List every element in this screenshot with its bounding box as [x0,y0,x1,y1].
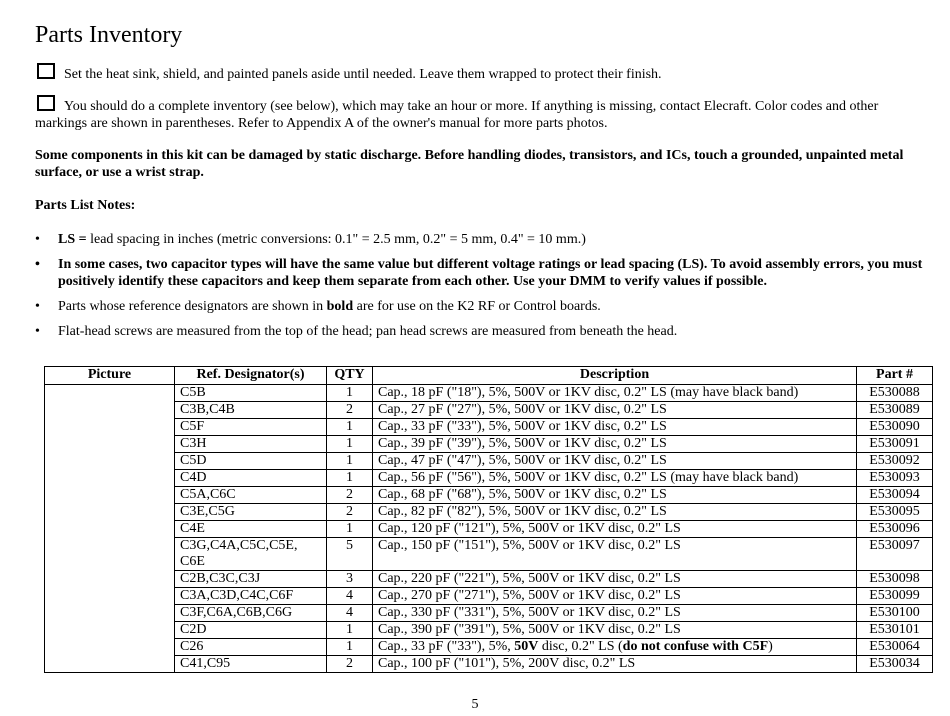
page-title: Parts Inventory [35,22,183,48]
description-text: ) [768,639,773,654]
notes-list [35,231,930,348]
ref-cell: C41,C95 [175,656,327,673]
table-row [45,521,933,538]
description-cell: Cap., 150 pF ("151"), 5%, 500V or 1KV disc, 0.2" LS [373,538,857,571]
part-number-cell: E530095 [857,504,933,521]
qty-cell: 1 [327,419,373,436]
table-row [45,470,933,487]
note-ls-term: LS = [58,232,87,247]
description-cell: Cap., 270 pF ("271"), 5%, 500V or 1KV disc, 0.2" LS [373,588,857,605]
picture-cell [45,385,175,673]
description-cell: Cap., 220 pF ("221"), 5%, 500V or 1KV disc, 0.2" LS [373,571,857,588]
qty-cell: 2 [327,402,373,419]
ref-cell: C3E,C5G [175,504,327,521]
ref-cell: C4D [175,470,327,487]
table-row [45,538,933,571]
table-row [45,402,933,419]
ref-cell: C3H [175,436,327,453]
ref-cell: C3A,C3D,C4C,C6F [175,588,327,605]
header-ref: Ref. Designator(s) [175,367,327,385]
table-row [45,656,933,673]
table-header-row [45,367,933,385]
table-row [45,605,933,622]
step-inventory-text: You should do a complete inventory (see below), which may take an hour or more. If anything is missing, contact Elecraft. Color codes and other markings are shown in parentheses. Refer to Appendix A of the owner's manual for more parts photos. [35,99,879,131]
part-number-cell: E530100 [857,605,933,622]
part-number-cell: E530090 [857,419,933,436]
description-cell: Cap., 100 pF ("101"), 5%, 200V disc, 0.2" LS [373,656,857,673]
checkbox-icon[interactable] [37,95,55,111]
description-cell: Cap., 390 pF ("391"), 5%, 500V or 1KV disc, 0.2" LS [373,622,857,639]
qty-cell: 4 [327,588,373,605]
part-number-cell: E530101 [857,622,933,639]
ref-cell: C3F,C6A,C6B,C6G [175,605,327,622]
table-row [45,453,933,470]
description-text: disc, 0.2" LS ( [538,639,623,654]
ref-cell: C3B,C4B [175,402,327,419]
ref-cell: C4E [175,521,327,538]
description-cell: Cap., 330 pF ("331"), 5%, 500V or 1KV disc, 0.2" LS [373,605,857,622]
description-cell: Cap., 82 pF ("82"), 5%, 500V or 1KV disc, 0.2" LS [373,504,857,521]
part-number-cell: E530098 [857,571,933,588]
table-row [45,436,933,453]
qty-cell: 1 [327,436,373,453]
table-row [45,419,933,436]
note-lead-spacing [35,231,930,248]
ref-cell: C2D [175,622,327,639]
note-bold-designators [35,298,930,315]
checkbox-icon[interactable] [37,63,55,79]
header-description: Description [373,367,857,385]
qty-cell: 1 [327,639,373,656]
header-part-number: Part # [857,367,933,385]
table-row [45,639,933,656]
description-cell: Cap., 68 pF ("68"), 5%, 500V or 1KV disc, 0.2" LS [373,487,857,504]
ref-cell: C2B,C3C,C3J [175,571,327,588]
table-row [45,504,933,521]
qty-cell: 1 [327,385,373,402]
part-number-cell: E530099 [857,588,933,605]
description-cell: Cap., 39 pF ("39"), 5%, 500V or 1KV disc, 0.2" LS [373,436,857,453]
qty-cell: 1 [327,622,373,639]
voltage-emphasis: 50V [514,639,539,654]
qty-cell: 1 [327,470,373,487]
part-number-cell: E530089 [857,402,933,419]
notes-heading: Parts List Notes: [35,198,136,213]
part-number-cell: E530092 [857,453,933,470]
description-cell: Cap., 27 pF ("27"), 5%, 500V or 1KV disc, 0.2" LS [373,402,857,419]
note-capacitor-warning: • In some cases, two capacitor types will have the same value but different voltage ratings or lead spacing (LS). To avoid assembly errors, you must positively identify these capacitors and keep them separate from each other. Use your DMM to verify values if possible. [35,256,930,290]
description-cell: Cap., 47 pF ("47"), 5%, 500V or 1KV disc, 0.2" LS [373,453,857,470]
qty-cell: 2 [327,656,373,673]
ref-cell: C5D [175,453,327,470]
qty-cell: 3 [327,571,373,588]
qty-cell: 5 [327,538,373,571]
part-number-cell: E530096 [857,521,933,538]
description-cell: Cap., 56 pF ("56"), 5%, 500V or 1KV disc, 0.2" LS (may have black band) [373,470,857,487]
qty-cell: 1 [327,521,373,538]
part-number-cell: E530088 [857,385,933,402]
note-screws: • Flat-head screws are measured from the top of the head; pan head screws are measured from beneath the head. [35,323,930,340]
note-ls-text: lead spacing in inches (metric conversions: 0.1" = 2.5 mm, 0.2" = 5 mm, 0.4" = 10 mm.) [86,232,586,247]
part-number-cell: E530064 [857,639,933,656]
table-row [45,588,933,605]
confusion-warning: do not confuse with C5F [622,639,769,654]
ref-cell: C26 [175,639,327,656]
qty-cell: 1 [327,453,373,470]
header-picture: Picture [45,367,175,385]
ref-cell: C5B [175,385,327,402]
part-number-cell: E530097 [857,538,933,571]
note-bold-post: are for use on the K2 RF or Control boards. [353,299,601,314]
qty-cell: 2 [327,487,373,504]
note-bold-word: bold [326,299,354,314]
table-row [45,622,933,639]
header-qty: QTY [327,367,373,385]
parts-table [44,366,933,673]
page-number: 5 [471,697,479,712]
step-set-aside [35,63,930,83]
ref-cell: C3G,C4A,C5C,C5E, C6E [175,538,327,571]
note-bold-pre: Parts whose reference designators are shown in [58,299,327,314]
ref-cell: C5A,C6C [175,487,327,504]
part-number-cell: E530093 [857,470,933,487]
qty-cell: 2 [327,504,373,521]
step-inventory [35,95,930,132]
static-warning: Some components in this kit can be damaged by static discharge. Before handling diodes, transistors, and ICs, touch a grounded, unpainted metal surface, or use a wrist strap. [35,148,904,180]
part-number-cell: E530094 [857,487,933,504]
description-text: Cap., 33 pF ("33"), 5%, [378,639,515,654]
table-row [45,487,933,504]
qty-cell: 4 [327,605,373,622]
part-number-cell: E530091 [857,436,933,453]
table-row [45,385,933,402]
table-row [45,571,933,588]
description-cell [373,639,857,656]
description-cell: Cap., 120 pF ("121"), 5%, 500V or 1KV disc, 0.2" LS [373,521,857,538]
description-cell: Cap., 18 pF ("18"), 5%, 500V or 1KV disc, 0.2" LS (may have black band) [373,385,857,402]
part-number-cell: E530034 [857,656,933,673]
step-set-aside-text: Set the heat sink, shield, and painted panels aside until needed. Leave them wrapped to protect their finish. [64,67,662,82]
description-cell: Cap., 33 pF ("33"), 5%, 500V or 1KV disc, 0.2" LS [373,419,857,436]
ref-cell: C5F [175,419,327,436]
